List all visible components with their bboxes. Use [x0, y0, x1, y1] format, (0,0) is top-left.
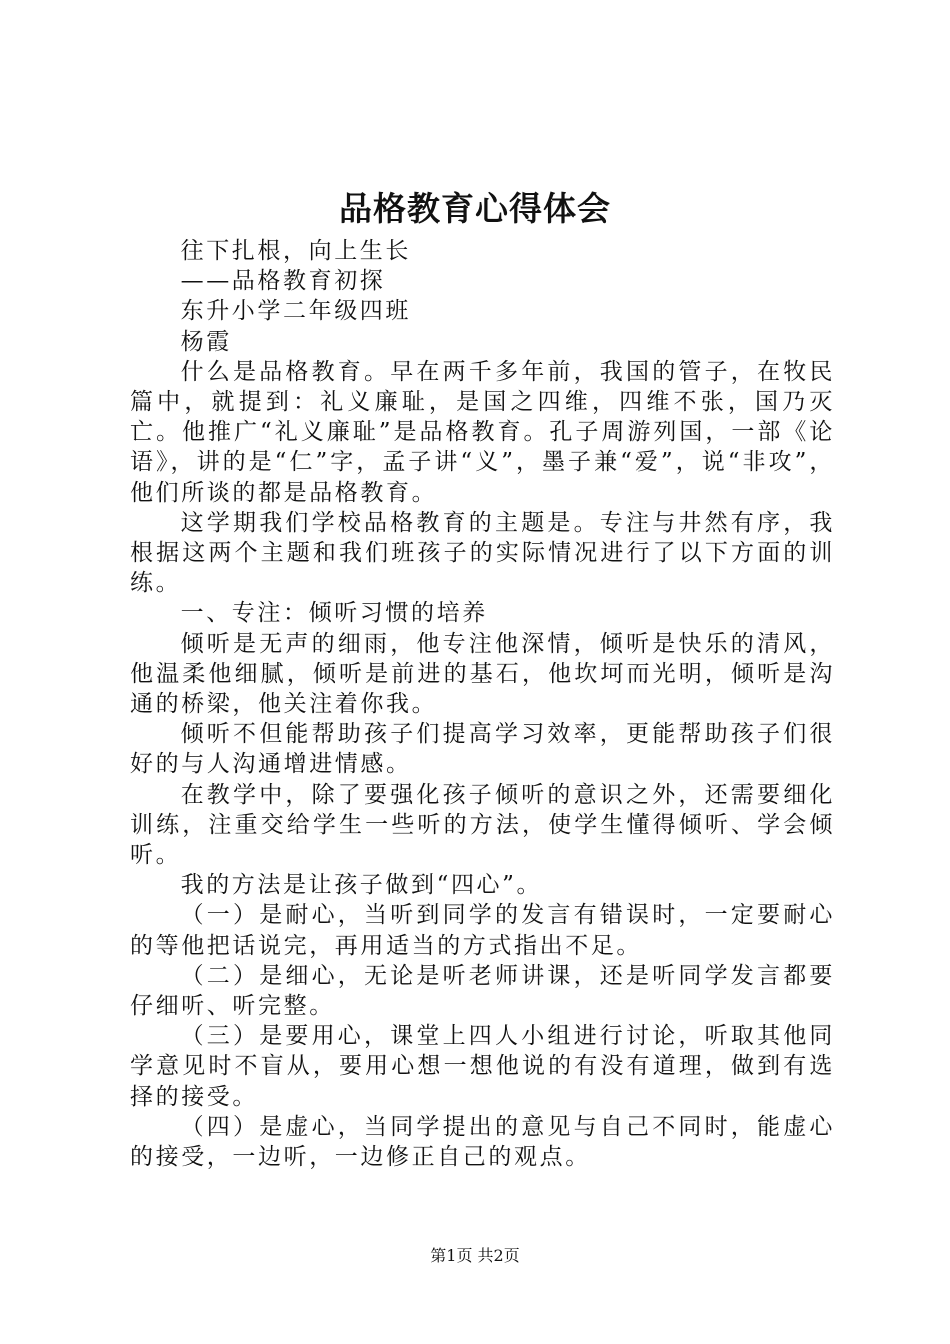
list-item: （二）是细心，无论是听老师讲课，还是听同学发言都要仔细听、听完整。 [130, 962, 835, 1020]
page-number-footer: 第1页 共2页 [430, 1246, 520, 1265]
list-item: （四）是虚心，当同学提出的意见与自己不同时，能虚心的接受，一边听，一边修正自己的观点。 [130, 1113, 835, 1171]
body-paragraph: 倾听是无声的细雨，他专注他深情，倾听是快乐的清风，他温柔他细腻，倾听是前进的基石，他坎坷而光明，倾听是沟通的桥梁，他关注着你我。 [130, 630, 835, 718]
body-paragraph: 这学期我们学校品格教育的主题是。专注与井然有序，我根据这两个主题和我们班孩子的实际情况进行了以下方面的训练。 [130, 509, 835, 597]
article-heading: 往下扎根，向上生长 [180, 238, 411, 264]
body-paragraph: 我的方法是让孩子做到“四心”。 [180, 872, 543, 899]
body-paragraph: 倾听不但能帮助孩子们提高学习效率，更能帮助孩子们很好的与人沟通增进情感。 [130, 721, 835, 778]
body-paragraph: 在教学中，除了要强化孩子倾听的意识之外，还需要细化训练，注重交给学生一些听的方法，使学生懂得倾听、学会倾听。 [130, 781, 835, 869]
document-body [130, 236, 835, 1172]
section-heading: 一、专注：倾听习惯的培养 [180, 600, 488, 627]
document-title: 品格教育心得体会 [339, 189, 611, 228]
body-paragraph: 什么是品格教育。早在两千多年前，我国的管子，在牧民篇中，就提到：礼义廉耻，是国之四维，四维不张，国乃灭亡。他推广“礼义廉耻”是品格教育。孔子周游列国，一部《论语》，讲的是“仁”字，孟子讲“义”，墨子兼“爱”，说“非攻”，他们所谈的都是品格教育。 [130, 358, 835, 506]
list-item: （三）是要用心，课堂上四人小组进行讨论，听取其他同学意见时不盲从，要用心想一想他说的有没有道理，做到有选择的接受。 [130, 1023, 835, 1110]
list-item: （一）是耐心，当听到同学的发言有错误时，一定要耐心的等他把话说完，再用适当的方式指出不足。 [130, 902, 835, 959]
author-class: 东升小学二年级四班 [180, 298, 411, 325]
author-name: 杨霞 [180, 328, 232, 355]
article-subheading: ——品格教育初探 [180, 268, 386, 295]
